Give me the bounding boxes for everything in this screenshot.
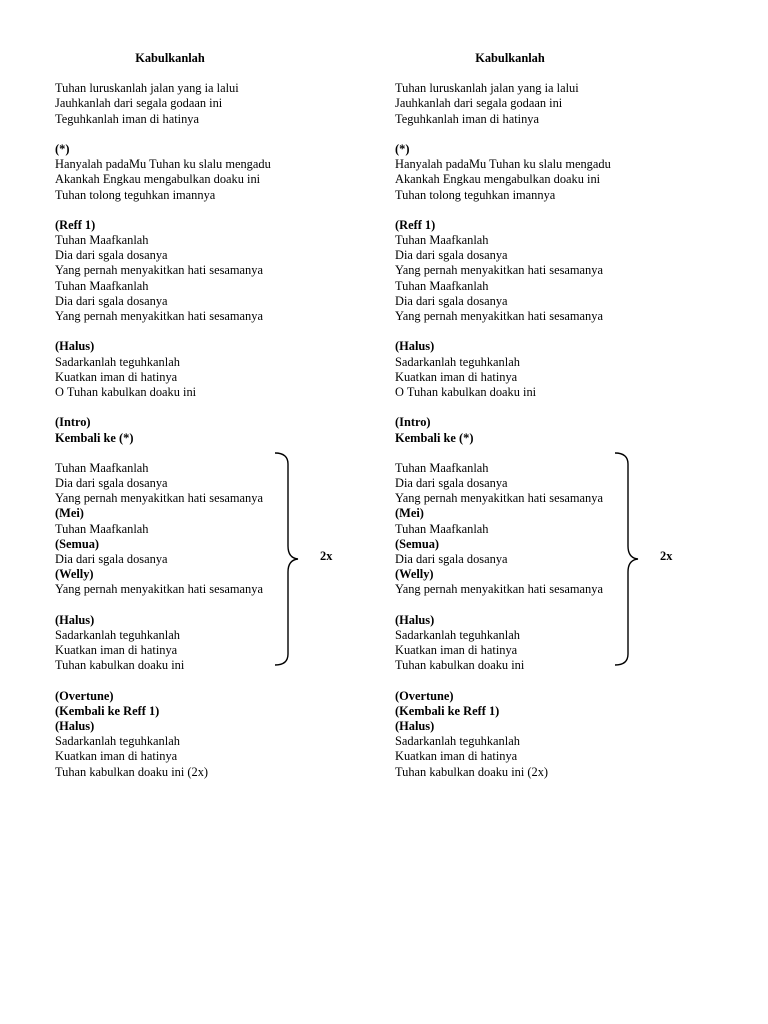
lyric-line: Sadarkanlah teguhkanlah bbox=[395, 627, 520, 642]
lyric-line: Dia dari sgala dosanya bbox=[55, 293, 168, 308]
lyric-line: Tuhan luruskanlah jalan yang ia lalui bbox=[55, 81, 239, 96]
lyric-line: Dia dari sgala dosanya bbox=[55, 248, 168, 263]
lyric-line: Tuhan Maafkanlah bbox=[55, 233, 149, 248]
lyric-line: Tuhan Maafkanlah bbox=[55, 521, 149, 536]
section-label: (Mei) bbox=[55, 506, 84, 521]
lyric-line: Jauhkanlah dari segala godaan ini bbox=[55, 96, 223, 111]
lyric-line: Hanyalah padaMu Tuhan ku slalu mengadu bbox=[395, 157, 611, 172]
lyric-line: Akankah Engkau mengabulkan doaku ini bbox=[55, 172, 261, 187]
lyrics-block bbox=[395, 339, 695, 400]
lyric-line: Tuhan Maafkanlah bbox=[55, 278, 149, 293]
section-label: (Reff 1) bbox=[395, 217, 436, 232]
song-title: Kabulkanlah bbox=[135, 51, 205, 65]
section-label: (Intro) bbox=[55, 415, 91, 430]
lyric-line: Dia dari sgala dosanya bbox=[55, 552, 168, 566]
lyrics-block bbox=[395, 461, 695, 598]
lyric-line: O Tuhan kabulkan doaku ini bbox=[55, 384, 197, 399]
section-label: Kembali ke (*) bbox=[55, 430, 134, 445]
lyrics-block bbox=[55, 218, 355, 324]
lyric-line: Sadarkanlah teguhkanlah bbox=[55, 354, 180, 369]
lyric-line: Kuatkan iman di hatinya bbox=[55, 749, 178, 764]
lyric-line: Tuhan kabulkan doaku ini bbox=[55, 658, 185, 673]
lyric-line: Tuhan Maafkanlah bbox=[395, 521, 489, 536]
lyrics-column-left bbox=[55, 51, 355, 795]
lyric-line: Tuhan kabulkan doaku ini (2x) bbox=[395, 764, 549, 779]
lyric-line: Tuhan tolong teguhkan imannya bbox=[55, 187, 216, 202]
lyric-line: Akankah Engkau mengabulkan doaku ini bbox=[395, 172, 601, 187]
section-label: (Halus) bbox=[395, 339, 435, 354]
section-label: Kembali ke (*) bbox=[395, 430, 474, 445]
lyric-line: Teguhkanlah iman di hatinya bbox=[55, 111, 199, 126]
section-label: (*) bbox=[55, 141, 70, 156]
lyric-line: Dia dari sgala dosanya bbox=[395, 293, 508, 308]
section-label: (Welly) bbox=[395, 567, 434, 582]
section-label: (Welly) bbox=[55, 567, 94, 582]
lyric-line: Tuhan Maafkanlah bbox=[395, 460, 489, 475]
lyrics-block bbox=[395, 218, 695, 324]
section-label: (Reff 1) bbox=[55, 217, 96, 232]
section-label: (*) bbox=[395, 141, 410, 156]
lyric-line: Tuhan luruskanlah jalan yang ia lalui bbox=[395, 81, 579, 96]
lyrics-block bbox=[55, 689, 355, 780]
lyrics-column-right bbox=[395, 51, 695, 795]
section-label: (Semua) bbox=[55, 536, 100, 551]
lyrics-block bbox=[395, 142, 695, 203]
lyric-line: Jauhkanlah dari segala godaan ini bbox=[395, 96, 563, 111]
lyrics-block bbox=[55, 461, 355, 598]
lyrics-block bbox=[395, 415, 695, 445]
section-label: (Mei) bbox=[395, 506, 424, 521]
lyric-line: Tuhan Maafkanlah bbox=[55, 460, 149, 475]
lyrics-block bbox=[55, 339, 355, 400]
repeat-count-label: 2x bbox=[660, 549, 673, 563]
lyric-line: Yang pernah menyakitkan hati sesamanya bbox=[55, 491, 263, 506]
lyric-line: Dia dari sgala dosanya bbox=[395, 248, 508, 263]
section-label: (Semua) bbox=[395, 536, 440, 551]
lyric-line: Hanyalah padaMu Tuhan ku slalu mengadu bbox=[55, 157, 271, 172]
section-label: (Overtune) bbox=[55, 688, 114, 703]
section-label: (Kembali ke Reff 1) bbox=[395, 703, 500, 718]
lyrics-block bbox=[55, 613, 355, 674]
lyric-line: Teguhkanlah iman di hatinya bbox=[395, 111, 539, 126]
section-label: (Halus) bbox=[55, 719, 95, 734]
lyric-line: Sadarkanlah teguhkanlah bbox=[55, 627, 180, 642]
lyric-line: Tuhan tolong teguhkan imannya bbox=[395, 187, 556, 202]
lyric-line: Dia dari sgala dosanya bbox=[395, 552, 508, 566]
lyrics-block bbox=[395, 613, 695, 674]
lyric-line: O Tuhan kabulkan doaku ini bbox=[395, 384, 537, 399]
repeat-bracket bbox=[274, 452, 300, 666]
lyric-line: Yang pernah menyakitkan hati sesamanya bbox=[395, 309, 603, 323]
lyrics-block bbox=[55, 415, 355, 445]
repeat-count-label: 2x bbox=[320, 549, 333, 563]
lyric-line: Dia dari sgala dosanya bbox=[55, 476, 168, 491]
section-label: (Overtune) bbox=[395, 688, 454, 703]
lyric-line: Kuatkan iman di hatinya bbox=[395, 749, 518, 764]
section-label: (Kembali ke Reff 1) bbox=[55, 703, 160, 718]
lyric-line: Kuatkan iman di hatinya bbox=[395, 369, 518, 384]
lyric-line: Tuhan Maafkanlah bbox=[395, 233, 489, 248]
lyrics-block bbox=[55, 142, 355, 203]
lyric-line: Dia dari sgala dosanya bbox=[395, 476, 508, 491]
section-label: (Halus) bbox=[395, 612, 435, 627]
lyric-line: Sadarkanlah teguhkanlah bbox=[55, 734, 180, 749]
lyric-line: Kuatkan iman di hatinya bbox=[395, 643, 518, 658]
lyrics-block bbox=[55, 81, 355, 127]
lyric-line: Yang pernah menyakitkan hati sesamanya bbox=[395, 263, 603, 278]
lyrics-block bbox=[395, 81, 695, 127]
lyric-line: Kuatkan iman di hatinya bbox=[55, 643, 178, 658]
section-label: (Intro) bbox=[395, 415, 431, 430]
lyric-line: Tuhan kabulkan doaku ini (2x) bbox=[55, 764, 209, 779]
section-label: (Halus) bbox=[395, 719, 435, 734]
lyric-line: Tuhan Maafkanlah bbox=[395, 278, 489, 293]
lyric-line: Sadarkanlah teguhkanlah bbox=[395, 734, 520, 749]
lyric-line: Yang pernah menyakitkan hati sesamanya bbox=[55, 582, 263, 597]
lyric-line: Kuatkan iman di hatinya bbox=[55, 369, 178, 384]
lyric-line: Yang pernah menyakitkan hati sesamanya bbox=[55, 309, 263, 323]
lyric-line: Sadarkanlah teguhkanlah bbox=[395, 354, 520, 369]
lyric-line: Yang pernah menyakitkan hati sesamanya bbox=[395, 582, 603, 597]
lyrics-blocks bbox=[55, 81, 355, 780]
section-label: (Halus) bbox=[55, 339, 95, 354]
lyric-line: Tuhan kabulkan doaku ini bbox=[395, 658, 525, 673]
song-title: Kabulkanlah bbox=[475, 51, 545, 65]
lyric-line: Yang pernah menyakitkan hati sesamanya bbox=[395, 491, 603, 506]
lyric-line: Yang pernah menyakitkan hati sesamanya bbox=[55, 263, 263, 278]
lyrics-block bbox=[395, 689, 695, 780]
section-label: (Halus) bbox=[55, 612, 95, 627]
lyrics-blocks bbox=[395, 81, 695, 780]
repeat-bracket bbox=[614, 452, 640, 666]
